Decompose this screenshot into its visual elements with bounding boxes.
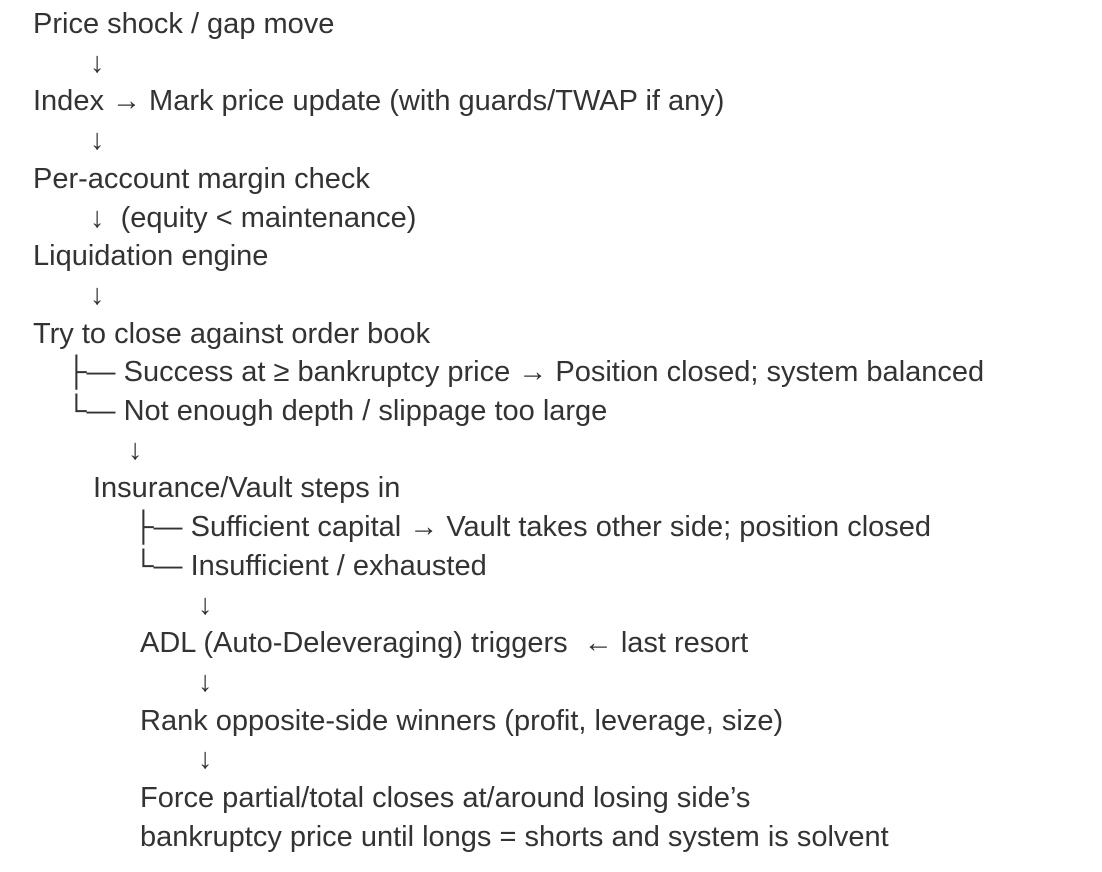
flow-line-node-0: Price shock / gap move	[33, 8, 335, 40]
flow-line-arrow-0: ↓ (equity < maintenance)	[90, 201, 417, 234]
flow-line-node-0: Liquidation engine	[33, 240, 269, 273]
flow-line-node-2: Force partial/total closes at/around losing side’s	[140, 782, 751, 815]
flow-line-arrow-2: ↓	[198, 743, 213, 776]
flow-line-node-0: Try to close against order book	[33, 317, 431, 350]
flow-line-node-2: ADL (Auto-Deleveraging) triggers ← last resort	[140, 627, 749, 660]
flow-line-node-0: Index → Mark price update (with guards/TWAP if any)	[33, 85, 725, 118]
flow-line-branch-1: └— Not enough depth / slippage too large	[66, 395, 608, 428]
flow-line-arrow-2: ↓	[198, 588, 213, 621]
flow-line-arrow-0: ↓	[90, 46, 105, 79]
flow-line-node-1: Insurance/Vault steps in	[93, 472, 401, 505]
flow-line-arrow-0: ↓	[90, 124, 105, 157]
flow-line-arrow-2: ↓	[198, 665, 213, 698]
flow-line-branch-2: ├— Sufficient capital → Vault takes other side; position closed	[133, 511, 932, 544]
flow-line-arrow-0: ↓	[90, 278, 105, 311]
flow-line-node-2: bankruptcy price until longs = shorts and system is solvent	[140, 820, 889, 853]
flow-line-node-0: Per-account margin check	[33, 162, 370, 195]
flow-line-branch-1: ├— Success at ≥ bankruptcy price → Position closed; system balanced	[66, 356, 985, 389]
flow-line-node-2: Rank opposite-side winners (profit, leverage, size)	[140, 704, 784, 737]
flow-line-branch-2: └— Insufficient / exhausted	[133, 549, 487, 582]
flow-line-arrow-1: ↓	[128, 433, 143, 466]
